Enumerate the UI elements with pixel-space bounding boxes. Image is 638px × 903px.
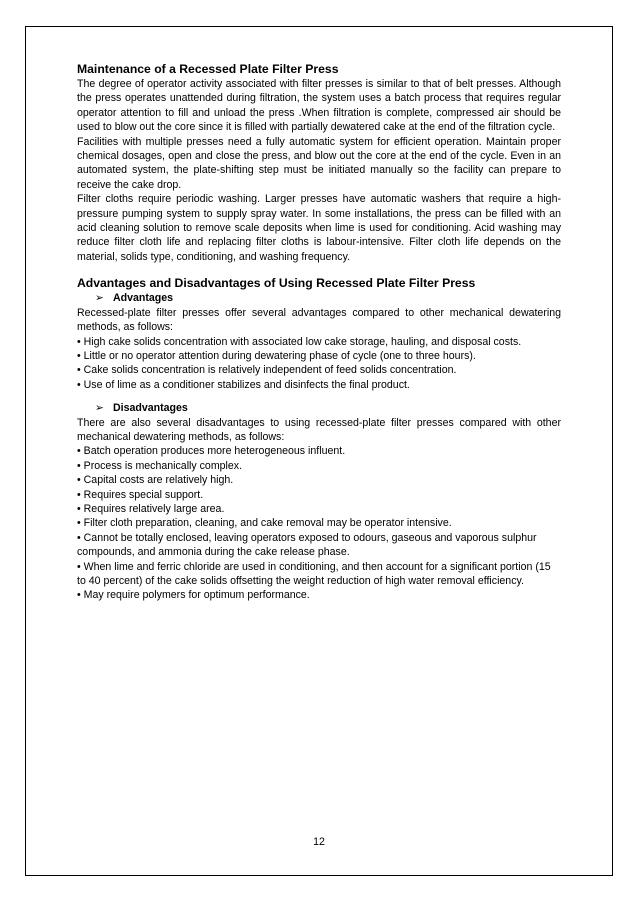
paragraph: The degree of operator activity associated with filter presses is similar to that of belt presses. Although the press operates unattended during filtration, the system uses a batch process that requires regular operator attention to fill and unload the press .When filtration is complete, compressed air should be used to blow out the core since it is filled with partially dewatered cake at the end of the filtration cycle. (77, 78, 561, 134)
section-title-advantages-disadvantages: Advantages and Disadvantages of Using Recessed Plate Filter Press (77, 276, 476, 291)
document-body (77, 62, 561, 603)
advantages-heading (77, 291, 561, 305)
list-item: • Batch operation produces more heterogeneous influent. (77, 445, 346, 458)
list-item: • Capital costs are relatively high. (77, 474, 234, 487)
list-item: • Filter cloth preparation, cleaning, and cake removal may be operator intensive. (77, 517, 452, 530)
list-item: • Little or no operator attention during dewatering phase of cycle (one to three hours). (77, 349, 476, 362)
advantages-intro: Recessed-plate filter presses offer several advantages compared to other mechanical dewatering methods, as follows: (77, 306, 561, 334)
list-item: • High cake solids concentration with associated low cake storage, hauling, and disposal costs. (77, 335, 522, 348)
page-number: 12 (313, 836, 325, 848)
list-item: • Cannot be totally enclosed, leaving operators exposed to odours, gaseous and vaporous sulphur compounds, and ammonia during the cake release phase. (77, 531, 537, 559)
list-item: • May require polymers for optimum performance. (77, 589, 310, 602)
paragraph: Filter cloths require periodic washing. Larger presses have automatic washers that require a high-pressure pumping system to supply spray water. In some installations, the press can be filled with an acid cleaning solution to remove scale deposits when lime is used for conditioning. Acid washing may reduce filter cloth life and replacing filter cloths is labour-intensive. Filter cloth life depends on the material, solids type, conditioning, and washing frequency. (77, 193, 561, 263)
paragraph: Facilities with multiple presses need a fully automatic system for efficient operation. Maintain proper chemical dosages, open and close the press, and blow out the core at the end of the cycle. Even in an automated system, the plate-shifting step must be initiated manually so the facility can prepare to receive the cake drop. (77, 135, 561, 191)
disadvantages-intro: There are also several disadvantages to using recessed-plate filter presses compared with other mechanical dewatering methods, as follows: (77, 416, 561, 443)
disadvantages-heading (77, 401, 561, 415)
section-title-maintenance: Maintenance of a Recessed Plate Filter Press (77, 62, 339, 76)
disadvantages-heading-label: Disadvantages (113, 402, 188, 415)
arrow-bullet-icon: ➢ (95, 292, 104, 305)
list-item: • Cake solids concentration is relatively independent of feed solids concentration. (77, 364, 457, 377)
arrow-bullet-icon: ➢ (95, 402, 104, 415)
list-item: • Process is mechanically complex. (77, 459, 243, 472)
list-item: • Requires relatively large area. (77, 502, 225, 515)
list-item: • When lime and ferric chloride are used in conditioning, and then account for a significant portion (15 to 40 percent) of the cake solids offsetting the weight reduction of high water removal efficiency. (77, 560, 551, 587)
list-item: • Requires special support. (77, 488, 204, 501)
list-item: • Use of lime as a conditioner stabilizes and disinfects the final product. (77, 378, 410, 391)
advantages-heading-label: Advantages (113, 292, 174, 305)
